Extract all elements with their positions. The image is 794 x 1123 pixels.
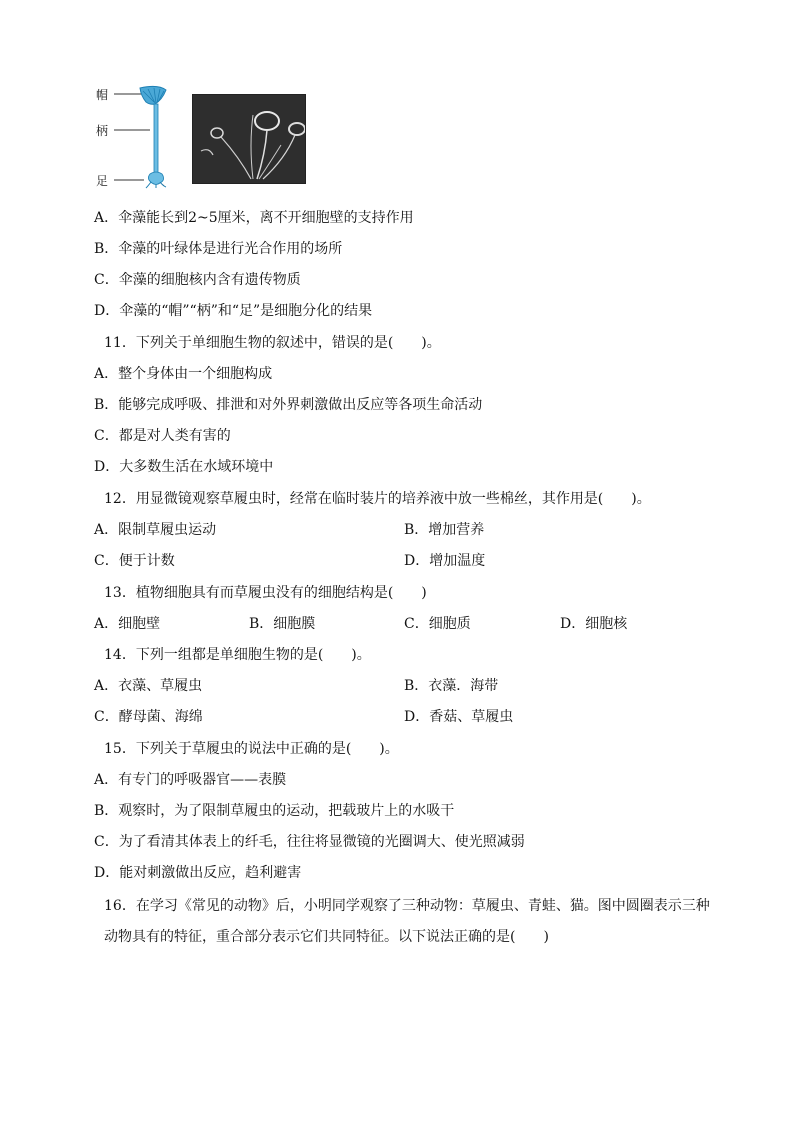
q15-option-d: D．能对刺激做出反应，趋利避害 (94, 865, 302, 881)
q14-option-c: C．酵母菌、海绵 (94, 709, 203, 725)
q10-option-d: D．伞藻的“帽”“柄”和“足”是细胞分化的结果 (94, 303, 373, 319)
q13-option-c: C．细胞质 (404, 616, 471, 632)
q15-option-b: B．观察时，为了限制草履虫的运动，把载玻片上的水吸干 (94, 803, 455, 819)
q12-option-b: B．增加营养 (404, 522, 485, 538)
q10-option-a: A．伞藻能长到2~5厘米，离不开细胞壁的支持作用 (94, 210, 414, 226)
q14-option-a: A．衣藻、草履虫 (94, 678, 203, 694)
q16-stem-line1: 16．在学习《常见的动物》后，小明同学观察了三种动物：草履虫、青蛙、猫。图中圆圈表示三种 (104, 898, 710, 914)
label-stalk: 柄 (96, 124, 109, 138)
q11-option-b: B．能够完成呼吸、排泄和对外界刺激做出反应等各项生命活动 (94, 397, 483, 413)
q14-stem: 14．下列一组都是单细胞生物的是( )。 (104, 647, 371, 663)
label-foot: 足 (96, 174, 109, 188)
q14-option-d: D．香菇、草履虫 (404, 709, 514, 725)
q15-option-a: A．有专门的呼吸器官——表膜 (94, 772, 287, 788)
acetabularia-photo-image (193, 95, 305, 183)
q13-option-b: B．细胞膜 (249, 616, 316, 632)
q12-option-c: C．便于计数 (94, 553, 175, 569)
q12-option-a: A．限制草履虫运动 (94, 522, 217, 538)
q15-stem: 15．下列关于草履虫的说法中正确的是( )。 (104, 741, 399, 757)
q15-option-c: C．为了看清其体表上的纤毛，往往将显微镜的光圈调大、使光照减弱 (94, 834, 525, 850)
q13-option-a: A．细胞壁 (94, 616, 161, 632)
q13-stem: 13．植物细胞具有而草履虫没有的细胞结构是( ) (104, 585, 427, 601)
q12-option-d: D．增加温度 (404, 553, 486, 569)
q11-option-d: D．大多数生活在水域环境中 (94, 459, 274, 475)
acetabularia-diagram (110, 82, 180, 190)
q11-option-a: A．整个身体由一个细胞构成 (94, 366, 273, 382)
q12-stem: 12．用显微镜观察草履虫时，经常在临时装片的培养液中放一些棉丝，其作用是( )。 (104, 491, 651, 507)
q14-option-b: B．衣藻．海带 (404, 678, 499, 694)
q10-option-b: B．伞藻的叶绿体是进行光合作用的场所 (94, 241, 343, 257)
q11-stem: 11．下列关于单细胞生物的叙述中，错误的是( )。 (104, 335, 441, 351)
acetabularia-photo (192, 94, 306, 184)
q13-option-d: D．细胞核 (560, 616, 628, 632)
q11-option-c: C．都是对人类有害的 (94, 428, 231, 444)
q16-stem-line2: 动物具有的特征，重合部分表示它们共同特征。以下说法正确的是( ) (104, 929, 549, 945)
q10-option-c: C．伞藻的细胞核内含有遗传物质 (94, 272, 301, 288)
label-cap: 帽 (96, 88, 109, 102)
acetabularia-figure (96, 82, 316, 190)
